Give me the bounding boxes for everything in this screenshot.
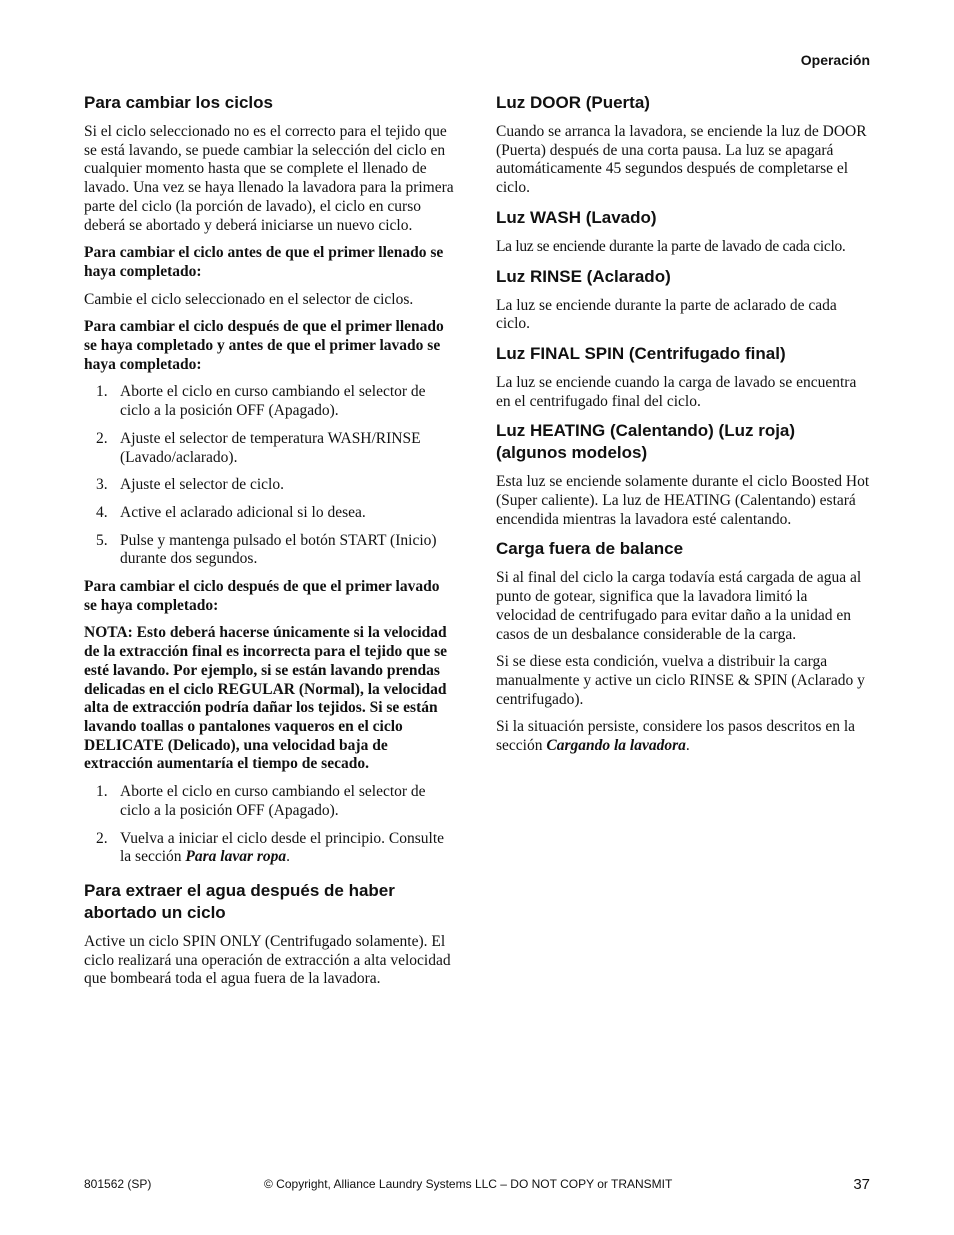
paragraph-final-spin-light: La luz se enciende cuando la carga de lavado se encuentra en el centrifugado final del ciclo. — [496, 373, 857, 410]
step-number: 1. — [96, 783, 108, 801]
footer-copyright: © Copyright, Alliance Laundry Systems LLC – DO NOT COPY or TRANSMIT — [264, 1177, 673, 1191]
list-item — [84, 430, 456, 467]
paragraph-before-fill: Cambie el ciclo seleccionado en el selector de ciclos. — [84, 290, 414, 308]
paragraph-unbalanced-1: Si al final del ciclo la carga todavía está cargada de agua al punto de gotear, significa que la lavadora limitó la velocidad de centrifugado para evitar daño a la unidad en casos de un desbalance considerable de la carga. — [496, 569, 862, 643]
step-number: 3. — [96, 476, 108, 494]
steps-after-wash-list — [84, 783, 456, 867]
heading-door-light: Luz DOOR (Puerta) — [496, 93, 650, 112]
subheading-after-fill: Para cambiar el ciclo después de que el primer llenado se haya completado y antes de que el primer lavado se haya completado: — [84, 318, 444, 373]
paragraph-text-end: . — [685, 737, 690, 755]
section-reference-link[interactable]: Cargando la lavadora — [546, 737, 686, 755]
list-item — [84, 830, 456, 867]
step-number: 2. — [96, 429, 108, 447]
heading-extract-water: Para extraer el agua después de haber abortado un ciclo — [84, 880, 395, 922]
subheading-before-fill: Para cambiar el ciclo antes de que el primer llenado se haya completado: — [84, 244, 444, 280]
step-text-end: . — [286, 848, 291, 866]
paragraph-unbalanced-3 — [496, 718, 870, 755]
heading-heating-light: Luz HEATING (Calentando) (Luz roja) (algunos modelos) — [496, 421, 796, 463]
list-item — [84, 532, 456, 569]
step-number: 2. — [96, 829, 108, 847]
paragraph-extract-water: Active un ciclo SPIN ONLY (Centrifugado solamente). El ciclo realizará una operación de extracción a alta velocidad que bombeará toda el agua fuera de la lavadora. — [84, 932, 451, 988]
section-header: Operación — [800, 52, 870, 68]
subheading-after-wash: Para cambiar el ciclo después de que el primer lavado se haya completado: — [84, 578, 440, 614]
paragraph-wash-light: La luz se enciende durante la parte de lavado de cada ciclo. — [496, 237, 846, 255]
paragraph-text: Si la situación persiste, considere los pasos descritos en la sección — [496, 718, 856, 755]
heading-final-spin-light: Luz FINAL SPIN (Centrifugado final) — [496, 343, 786, 363]
heading-change-cycles: Para cambiar los ciclos — [84, 93, 273, 112]
footer-page-number: 37 — [853, 1176, 870, 1193]
paragraph-door-light: Cuando se arranca la lavadora, se enciende la luz de DOOR (Puerta) después de una corta pausa. La luz se apagará automáticamente 45 segundos después de completarse el ciclo. — [496, 123, 867, 197]
section-reference-link[interactable]: Para lavar ropa — [185, 848, 287, 866]
step-number: 1. — [96, 383, 108, 401]
step-text: Aborte el ciclo en curso cambiando el selector de ciclo a la posición OFF (Apagado). — [120, 383, 426, 420]
steps-after-fill-list — [84, 383, 456, 569]
list-item — [84, 504, 456, 523]
right-column — [496, 92, 870, 765]
footer-doc-number: 801562 (SP) — [84, 1177, 152, 1191]
heading-rinse-light: Luz RINSE (Aclarado) — [496, 266, 671, 286]
step-text: Vuelva a iniciar el ciclo desde el principio. Consulte la sección — [120, 829, 445, 866]
step-number: 5. — [96, 531, 108, 549]
heading-wash-light: Luz WASH (Lavado) — [496, 207, 657, 227]
step-number: 4. — [96, 503, 108, 521]
step-text: Aborte el ciclo en curso cambiando el selector de ciclo a la posición OFF (Apagado). — [120, 783, 426, 819]
step-text: Ajuste el selector de temperatura WASH/RINSE (Lavado/aclarado). — [120, 429, 421, 466]
left-column — [84, 92, 456, 998]
step-text: Ajuste el selector de ciclo. — [120, 476, 284, 494]
paragraph-unbalanced-2: Si se diese esta condición, vuelva a distribuir la carga manualmente y active un ciclo RINSE & SPIN (Aclarado y centrifugado). — [496, 653, 865, 708]
paragraph-heating-light: Esta luz se enciende solamente durante el ciclo Boosted Hot (Super caliente). La luz de HEATING (Calentando) estará encendida mientras la lavadora esté calentando. — [496, 473, 870, 528]
list-item — [84, 783, 456, 820]
list-item — [84, 476, 456, 495]
paragraph-change-intro: Si el ciclo seleccionado no es el correcto para el tejido que se está lavando, se puede cambiar la selección del ciclo en cualquier momento hasta que se complete el llenado de lavado. Una vez se haya llenado la lavadora para la primera parte del ciclo (la porción de lavado), el ciclo en curso deberá se abortado y deberá iniciarse un nuevo ciclo. — [84, 123, 454, 234]
heading-unbalanced-load: Carga fuera de balance — [496, 539, 684, 559]
step-text: Active el aclarado adicional si lo desea. — [120, 503, 366, 521]
step-text: Pulse y mantenga pulsado el botón START (Inicio) durante dos segundos. — [120, 531, 437, 568]
list-item — [84, 383, 456, 420]
paragraph-rinse-light: La luz se enciende durante la parte de aclarado de cada ciclo. — [496, 296, 837, 333]
note-paragraph: NOTA: Esto deberá hacerse únicamente si la velocidad de la extracción final es incorrecta para el tejido que se esté lavando. Por ejemplo, si se están lavando prendas delicadas en el ciclo REGULAR (Normal), la velocidad alta de extracción podría dañar los tejidos. Si se están lavando toallas o pantalones vaqueros en el ciclo DELICATE (Delicado), una velocidad baja de extracción aumentaría el tiempo de secado. — [84, 624, 448, 773]
